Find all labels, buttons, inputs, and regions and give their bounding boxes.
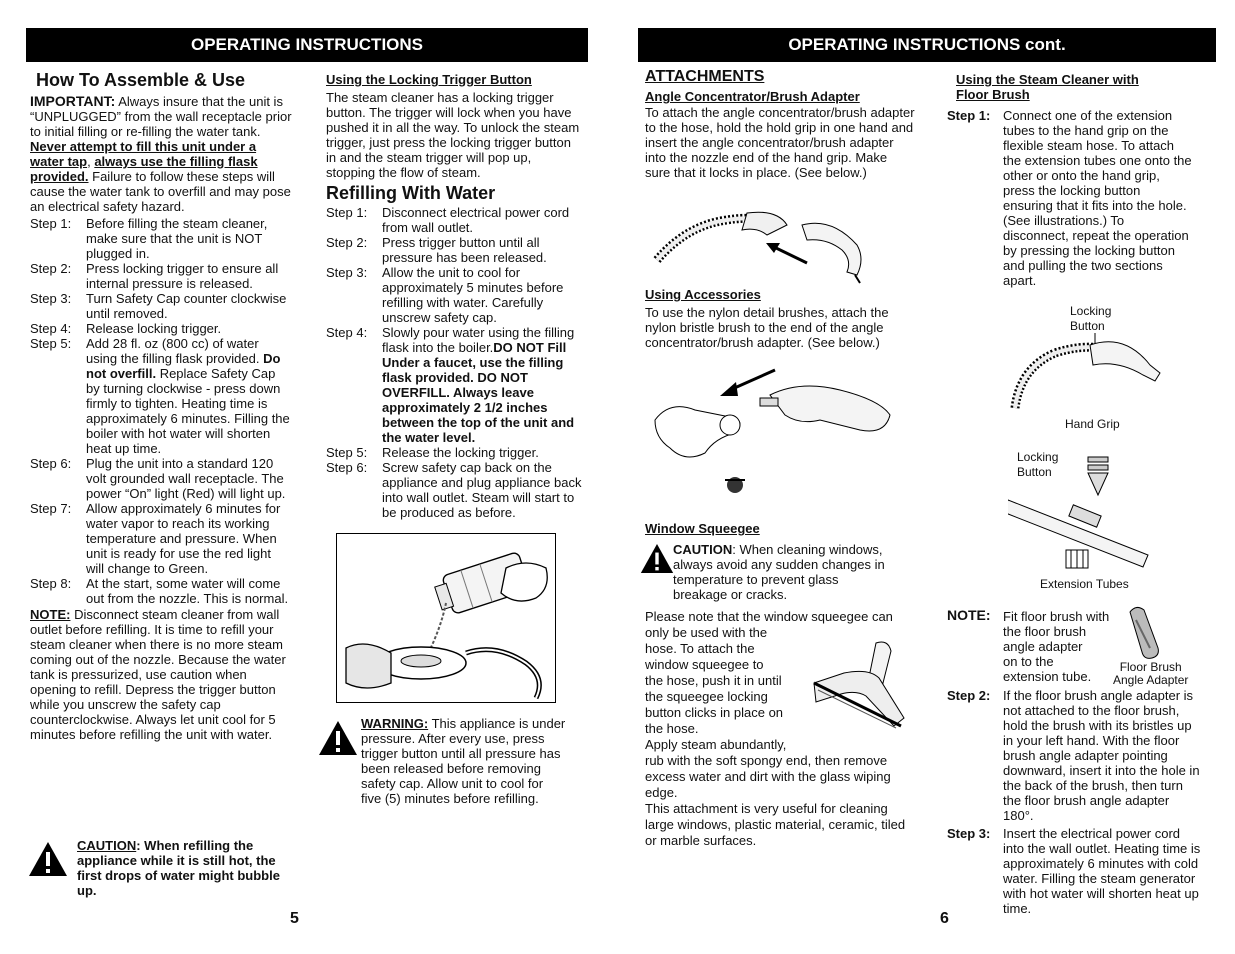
- note-paragraph: [30, 607, 292, 742]
- floor-brush-title-2: Floor Brush: [956, 87, 1030, 102]
- squeegee-line: the squeegee locking: [645, 689, 768, 704]
- left-page-header: OPERATING INSTRUCTIONS: [26, 28, 588, 62]
- page-number-left: 5: [290, 910, 299, 927]
- step-text: Allow the unit to cool for approximately 5 minutes before refilling with water. Carefully unscrew safety cap.: [382, 265, 564, 325]
- step-text: Press locking trigger to ensure all internal pressure is released.: [86, 261, 279, 291]
- label-button-1: Button: [1070, 319, 1105, 333]
- floor-brush-title-1: Using the Steam Cleaner with: [956, 72, 1139, 87]
- locking-button-label-1: [1070, 304, 1111, 334]
- caution-text: When refilling the appliance while it is still hot, the first drops of water might bubble up.: [77, 838, 280, 898]
- squeegee-line: Apply steam abundantly,: [645, 737, 787, 752]
- never-text-2: water tap: [30, 154, 88, 169]
- step-text: Press trigger button until all pressure has been released.: [382, 235, 547, 265]
- floor-step1-number: Step 1:: [947, 108, 991, 123]
- accessories-title: Using Accessories: [645, 287, 761, 302]
- step-number: Step 2:: [30, 261, 72, 276]
- squeegee-line: hose. To attach the: [645, 641, 755, 656]
- warning-box: [361, 716, 566, 806]
- never-text-4: provided.: [30, 169, 89, 184]
- step-number: Step 3:: [326, 265, 368, 280]
- caution-warning-icon: [28, 841, 68, 877]
- label-locking-2: Locking: [1017, 450, 1059, 464]
- warning-icon: [318, 720, 358, 756]
- nylon-brush-illustration: [650, 360, 895, 500]
- step-text: Release the locking trigger.: [382, 445, 539, 460]
- pouring-water-illustration: [336, 533, 556, 703]
- angle-adapter-illustration: [652, 205, 872, 285]
- floor-brush-adapter-label: [1113, 661, 1188, 687]
- floor-note-line: Fit floor brush with: [1003, 609, 1110, 624]
- floor-note-line: extension tube.: [1003, 669, 1092, 684]
- warning-label: WARNING:: [361, 716, 429, 731]
- floor-step3-number: Step 3:: [947, 826, 991, 841]
- caution-squeegee-icon: [640, 543, 674, 574]
- step-text: [382, 325, 582, 445]
- step-text: Turn Safety Cap counter clockwise until removed.: [86, 291, 287, 321]
- step5-text-a: Add 28 fl. oz (800 cc) of water using the filling flask provided.: [86, 336, 260, 366]
- never-text-1: Never attempt to fill this unit under a: [30, 139, 257, 154]
- floor-step2-text: If the floor brush angle adapter is not attached to the floor brush, hold the brush with its bristles up in your left hand. With the floor brush angle adapter pointing downward, insert it into the hole in the back of the brush, then turn the floor brush angle adapter 180°.: [1003, 688, 1200, 823]
- important-paragraph: IMPORTANT: Always insure that the unit is “UNPLUGGED” from the wall receptacle prior to initial filling or re-filling the water tank. Never attempt to fill this unit under a water tap, always use the filling flask provided. Failure to follow these steps will cause the water tank to overfill and may pose an electrical safety hazard.: [30, 93, 292, 214]
- step-number: Step 8:: [30, 576, 72, 591]
- squeegee-caution-label: CAUTION: [673, 542, 733, 557]
- extension-tubes-label: Extension Tubes: [1040, 577, 1129, 591]
- step-text: Release locking trigger.: [86, 321, 222, 336]
- step-number: Step 5:: [30, 336, 72, 351]
- squeegee-line: window squeegee to: [645, 657, 764, 672]
- step-number: Step 4:: [326, 325, 368, 340]
- squeegee-caution-text: When cleaning windows, always avoid any sudden changes in temperature to prevent glass breakage or cracks.: [673, 542, 885, 602]
- assemble-steps: [30, 216, 292, 606]
- refill-title: Refilling With Water: [326, 183, 496, 203]
- caution-label: CAUTION: [77, 838, 137, 853]
- step-number: Step 6:: [30, 456, 72, 471]
- label-button-2: Button: [1017, 465, 1052, 479]
- squeegee-caution: CAUTION: When cleaning windows, always avoid any sudden changes in temperature to prevent glass breakage or cracks.: [673, 542, 885, 602]
- step-number: Step 2:: [326, 235, 368, 250]
- important-text: Always insure that the unit is “UNPLUGGED” from the wall receptacle prior to initial filling or re-filling the water tank.: [30, 94, 292, 139]
- locking-title: Using the Locking Trigger Button: [326, 72, 532, 87]
- right-page-header: OPERATING INSTRUCTIONS cont.: [638, 28, 1216, 62]
- squeegee-line: button clicks in place on: [645, 705, 784, 720]
- refill-step4-d: . Always leave approximately 2 1/2 inches between the top of the unit and the water level.: [382, 385, 575, 445]
- step-text: Allow approximately 6 minutes for water vapor to reach its working temperature and pressure. When unit is ready for use the red light will change to Green.: [86, 501, 281, 576]
- squeegee-line: the hose.: [645, 721, 699, 736]
- step5-text-c: Replace Safety Cap by turning clockwise - press down firmly to tighten. Heating time is approximately 6 minutes. Filling the boiler with hot water will shorten heat up time.: [86, 366, 290, 456]
- refill-step4-c: , use the filling flask provided. DO NOT OVERFILL: [382, 355, 564, 400]
- page-number-right: 6: [940, 910, 949, 927]
- locking-text: The steam cleaner has a locking trigger button. The trigger will lock when you have pushed it in all the way. To unlock the steam trigger, just press the locking trigger button in and the steam trigger will pop up, stopping the flow of steam.: [326, 90, 580, 180]
- step-number: Step 5:: [326, 445, 368, 460]
- attachments-title: ATTACHMENTS: [645, 68, 765, 85]
- angle-title: Angle Concentrator/Brush Adapter: [645, 89, 860, 104]
- floor-brush-title: [956, 72, 1196, 102]
- hand-grip-illustration: [1010, 333, 1165, 415]
- squeegee-line: Please note that the window squeegee can: [645, 609, 893, 624]
- step-number: Step 1:: [30, 216, 72, 231]
- floor-step3-text: Insert the electrical power cord into the wall outlet. Heating time is approximately 6 minutes with cold water. Filling the steam generator with hot water will shorten heat up time.: [1003, 826, 1201, 916]
- squeegee-title: Window Squeegee: [645, 521, 760, 536]
- squeegee-line: the hose, push it in until: [645, 673, 782, 688]
- refill-step4-a: Slowly pour water using the filling flask into the boiler.: [382, 325, 575, 355]
- accessories-section: [645, 287, 915, 350]
- floor-brush-adapter-illustration: [1122, 604, 1166, 660]
- step5-text-b: Do not overfill.: [86, 351, 281, 381]
- label-locking-1: Locking: [1070, 304, 1112, 318]
- important-text-2: Failure to follow these steps will cause the water tank to overfill and may pose an electrical safety hazard.: [30, 169, 291, 214]
- floor-step1-text: Connect one of the extension tubes to the hand grip on the flexible steam hose. To attach the extension tubes one onto the other or onto the hand grip, press the locking button ensuring that it fits into the hole. (See illustrations.) To disconnect, repeat the operation by pressing the locking button and pulling the two sections apart.: [1003, 108, 1192, 288]
- hand-grip-label: Hand Grip: [1065, 417, 1120, 431]
- caution-refill: CAUTION: When refilling the appliance while it is still hot, the first drops of water might bubble up.: [77, 838, 280, 898]
- floor-note-label: NOTE:: [947, 607, 991, 623]
- step-text: Plug the unit into a standard 120 volt grounded wall receptacle. The power “On” light (Red) will light up.: [86, 456, 286, 501]
- squeegee-line: only be used with the: [645, 625, 768, 640]
- step-text: Before filling the steam cleaner, make sure that the unit is NOT plugged in.: [86, 216, 268, 261]
- squeegee-text-2: rub with the soft spongy end, then remove excess water and dirt with the glass wiping edge.: [645, 753, 891, 800]
- floor-note-line: the floor brush: [1003, 624, 1087, 639]
- window-squeegee-illustration: [806, 638, 912, 730]
- refill-step4-b: DO NOT Fill Under a faucet: [382, 340, 567, 370]
- note-text: Disconnect steam cleaner from wall outlet before refilling. It is time to refill your steam cleaner when there is no more steam coming out of the nozzle. Because the water tank is pressurized, use caution when opening to refill. Depress the trigger button while you unscrew the safety cap counterclockwise. Always let unit cool for 5 minutes before refilling the unit with water.: [30, 607, 286, 742]
- refill-steps: [326, 205, 582, 520]
- floor-note-line: on to the: [1003, 654, 1054, 669]
- step-text: Disconnect electrical power cord from wall outlet.: [382, 205, 570, 235]
- accessories-text: To use the nylon detail brushes, attach the nylon bristle brush to the end of the angle concentrator/brush adapter. (See below.): [645, 305, 889, 350]
- angle-text: To attach the angle concentrator/brush adapter to the hose, hold the hold grip in one hand and insert the angle concentrator/brush adapter into the nozzle end of the hand grip. Make sure that it locks in place. (See below.): [645, 105, 915, 180]
- important-label: IMPORTANT:: [30, 93, 116, 109]
- floor-note-text: [1003, 609, 1123, 684]
- floor-step2-number: Step 2:: [947, 688, 991, 703]
- step-text: Screw safety cap back on the appliance and plug appliance back into wall outlet. Steam will start to be produced as before.: [382, 460, 582, 520]
- extension-tubes-illustration: [1008, 455, 1158, 575]
- warning-text: This appliance is under pressure. After every use, press trigger button until all pressure has been released before removing safety cap. Allow unit to cool for five (5) minutes before refilling.: [361, 716, 566, 806]
- step-number: Step 3:: [30, 291, 72, 306]
- fb-label-1: Floor Brush: [1119, 660, 1182, 674]
- assemble-title: How To Assemble & Use: [36, 70, 246, 90]
- step-number: Step 6:: [326, 460, 368, 475]
- fb-label-2: Angle Adapter: [1113, 673, 1189, 687]
- step-text: At the start, some water will come out from the nozzle. This is normal.: [86, 576, 289, 606]
- assemble-section: [30, 70, 292, 742]
- floor-note-line: angle adapter: [1003, 639, 1083, 654]
- never-text-3: always use the filling flask: [94, 154, 258, 169]
- attachments-section: [645, 69, 915, 180]
- step-text: [86, 336, 292, 456]
- squeegee-text-3: This attachment is very useful for cleaning large windows, plastic material, ceramic, tiled or marble surfaces.: [645, 801, 906, 848]
- locking-section: [326, 72, 582, 520]
- step-number: Step 4:: [30, 321, 72, 336]
- step-number: Step 7:: [30, 501, 72, 516]
- note-label: NOTE:: [30, 607, 71, 622]
- step-number: Step 1:: [326, 205, 368, 220]
